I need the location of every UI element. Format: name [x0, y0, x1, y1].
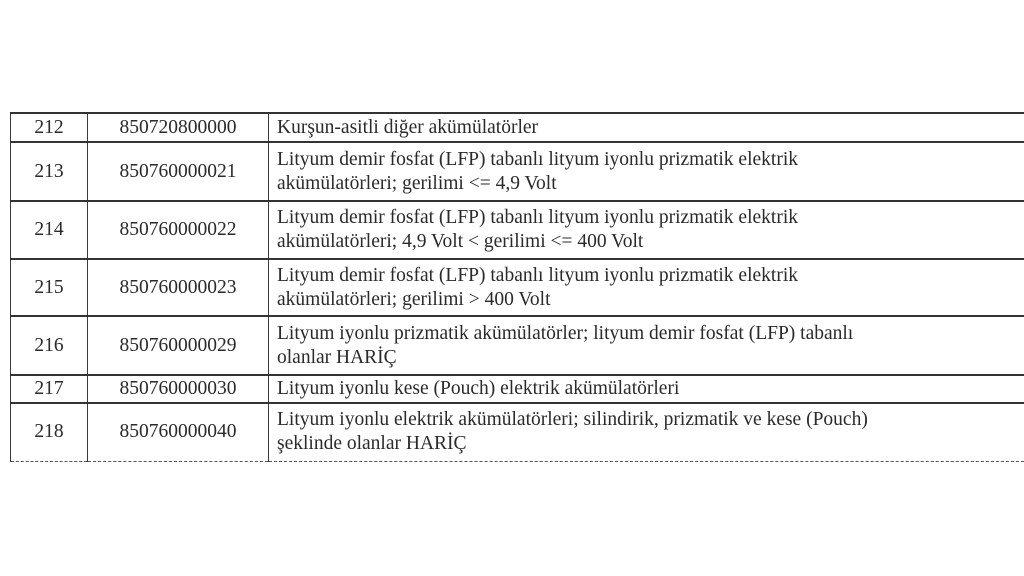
row-number: 214	[11, 201, 88, 259]
row-number: 215	[11, 259, 88, 316]
description	[269, 142, 1024, 201]
row-number: 216	[11, 316, 88, 375]
description	[269, 259, 1024, 316]
tariff-table	[10, 112, 1024, 462]
description-line: Lityum demir fosfat (LFP) tabanlı lityum iyonlu prizmatik elektrik	[277, 264, 798, 286]
description-line: akümülatörleri; gerilimi > 400 Volt	[277, 288, 551, 310]
description	[269, 201, 1024, 259]
row-number: 217	[11, 375, 88, 403]
row-number: 212	[11, 113, 88, 142]
table-row	[11, 142, 1024, 201]
description-line: Kurşun-asitli diğer akümülatörler	[277, 116, 539, 138]
row-number: 213	[11, 142, 88, 201]
description	[269, 375, 1024, 403]
table-row	[11, 113, 1024, 142]
description-line: Lityum demir fosfat (LFP) tabanlı lityum iyonlu prizmatik elektrik	[277, 148, 798, 170]
description-line: akümülatörleri; gerilimi <= 4,9 Volt	[277, 172, 557, 194]
description-line: Lityum iyonlu prizmatik akümülatörler; lityum demir fosfat (LFP) tabanlı	[277, 322, 854, 344]
description-line: şeklinde olanlar HARİÇ	[277, 433, 467, 455]
description-line: Lityum iyonlu elektrik akümülatörleri; silindirik, prizmatik ve kese (Pouch)	[277, 409, 868, 431]
description-line: Lityum iyonlu kese (Pouch) elektrik akümülatörleri	[277, 378, 680, 399]
tariff-code: 850760000040	[88, 403, 269, 461]
table-row	[11, 375, 1024, 403]
row-number: 218	[11, 403, 88, 461]
table-row	[11, 403, 1024, 461]
description-line: Lityum demir fosfat (LFP) tabanlı lityum iyonlu prizmatik elektrik	[277, 207, 798, 228]
description-line: akümülatörleri; 4,9 Volt < gerilimi <= 400 Volt	[277, 231, 644, 252]
tariff-code: 850760000021	[88, 142, 269, 201]
tariff-code: 850760000029	[88, 316, 269, 375]
table-row	[11, 259, 1024, 316]
tariff-code: 850760000030	[88, 375, 269, 403]
table-row	[11, 316, 1024, 375]
description	[269, 316, 1024, 375]
description	[269, 403, 1024, 461]
description-line: olanlar HARİÇ	[277, 346, 397, 368]
tariff-code: 850760000023	[88, 259, 269, 316]
tariff-code: 850760000022	[88, 201, 269, 259]
table-row	[11, 201, 1024, 259]
description	[269, 113, 1024, 142]
tariff-code: 850720800000	[88, 113, 269, 142]
